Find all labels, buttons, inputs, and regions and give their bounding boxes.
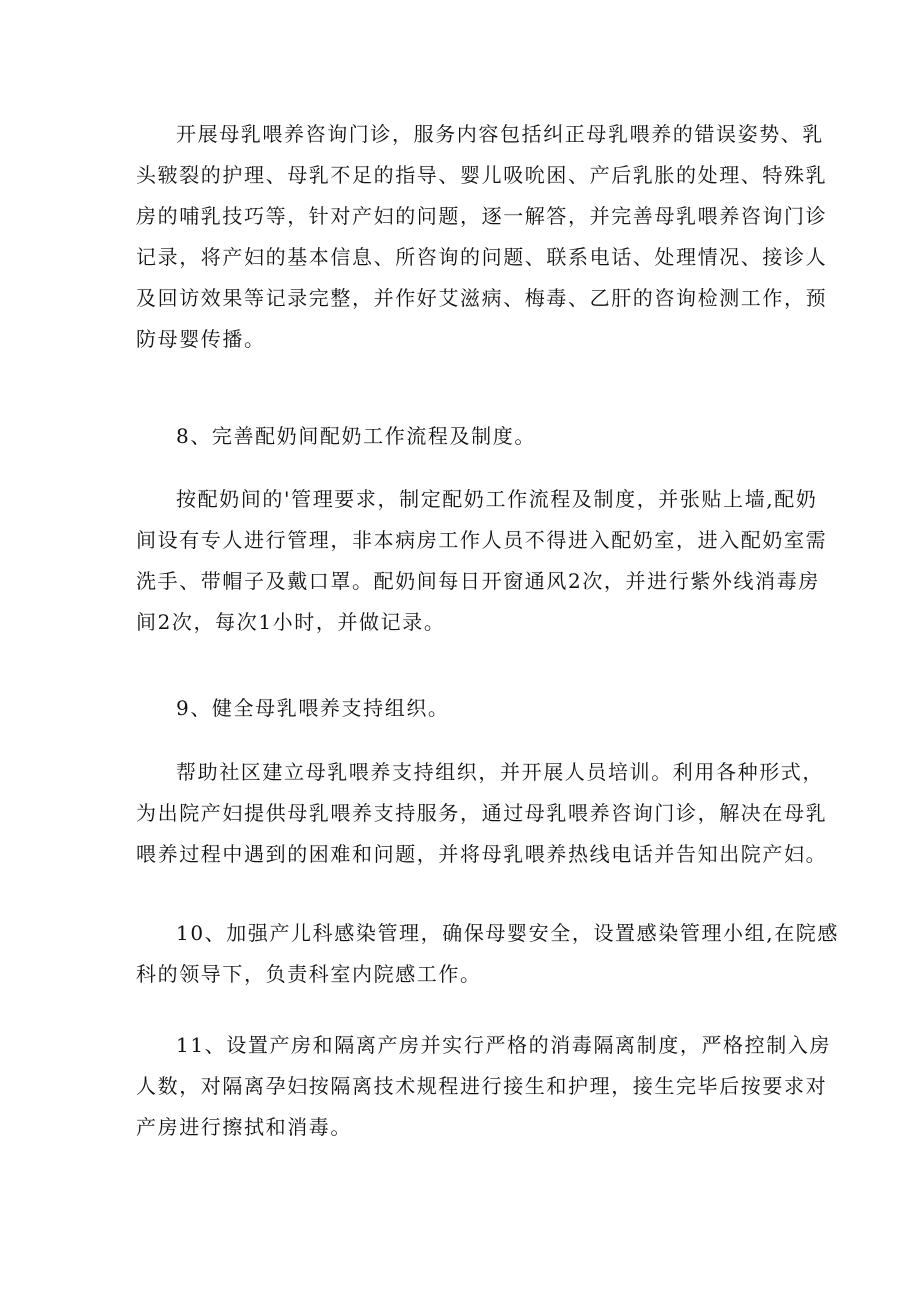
- text-line: 间2次，每次1小时，并做记录。: [136, 610, 446, 634]
- text-line: 间设有专人进行管理，非本病房工作人员不得进入配奶室，进入配奶室需: [136, 528, 828, 552]
- paragraph-support-organization: [136, 752, 828, 875]
- text-line: 人数，对隔离孕妇按隔离技术规程进行接生和护理，接生完毕后按要求对: [136, 1074, 828, 1098]
- text-line: 喂养过程中遇到的困难和问题，并将母乳喂养热线电话并告知出院产妇。: [136, 842, 828, 866]
- text-line: 防母婴传播。: [136, 327, 266, 351]
- text-line: 产房进行擦拭和消毒。: [136, 1115, 352, 1139]
- text-line: 按配奶间的'管理要求，制定配奶工作流程及制度，并张贴上墙,配奶: [176, 487, 818, 511]
- text-line: 记录，将产妇的基本信息、所咨询的问题、联系电话、处理情况、接诊人: [136, 245, 828, 269]
- paragraph-item-10: [136, 913, 840, 995]
- text-line: 9、健全母乳喂养支持组织。: [176, 696, 450, 720]
- text-line: 11、设置产房和隔离产房并实行严格的消毒隔离制度，严格控制入房: [176, 1033, 832, 1057]
- text-line: 房的哺乳技巧等，针对产妇的问题，逐一解答，并完善母乳喂养咨询门诊: [136, 204, 828, 228]
- paragraph-breastfeeding-clinic: [136, 114, 828, 360]
- heading-item-8: [136, 416, 784, 457]
- paragraph-milk-room: [136, 479, 828, 643]
- text-line: 开展母乳喂养咨询门诊，服务内容包括纠正母乳喂养的错误姿势、乳: [176, 122, 824, 146]
- heading-item-9: [136, 688, 784, 729]
- text-line: 10、加强产儿科感染管理，确保母婴安全，设置感染管理小组,在院感: [176, 921, 840, 945]
- paragraph-item-11: [136, 1025, 832, 1148]
- text-line: 为出院产妇提供母乳喂养支持服务，通过母乳喂养咨询门诊，解决在母乳: [136, 801, 828, 825]
- text-line: 8、完善配奶间配奶工作流程及制度。: [176, 424, 536, 448]
- text-line: 科的领导下，负责科室内院感工作。: [136, 962, 482, 986]
- text-line: 帮助社区建立母乳喂养支持组织，并开展人员培训。利用各种形式，: [176, 760, 824, 784]
- text-line: 及回访效果等记录完整，并作好艾滋病、梅毒、乙肝的咨询检测工作，预: [136, 286, 828, 310]
- text-line: 洗手、带帽子及戴口罩。配奶间每日开窗通风2次，并进行紫外线消毒房: [136, 569, 820, 593]
- text-line: 头皲裂的护理、母乳不足的指导、婴儿吸吮困、产后乳胀的处理、特殊乳: [136, 163, 828, 187]
